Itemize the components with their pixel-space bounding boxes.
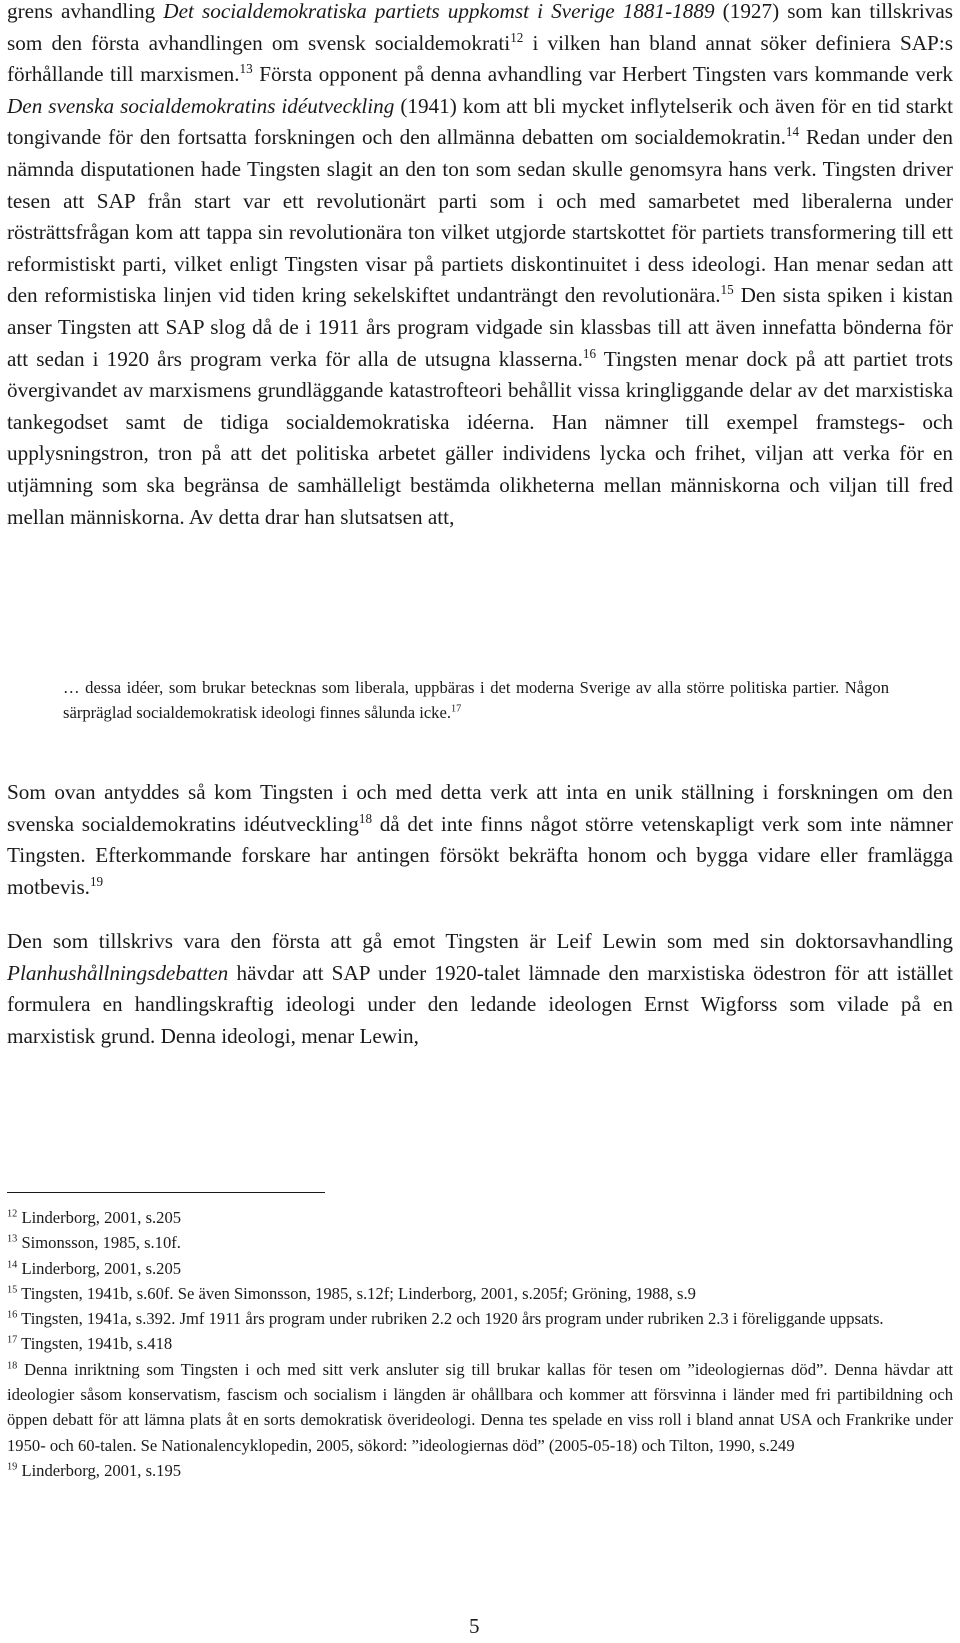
text-run: Som ovan antyddes så kom Tingsten i och med detta verk att inta en unik ställning i forskningen om den svenska socialdemokratins idéutveckling (7, 780, 953, 836)
footnote-ref: 12 (510, 29, 524, 45)
text-run: Tingsten menar dock på att partiet trots övergivandet av marxismens grundläggande katastrofteori behållit vissa kringliggande delar av det marxistiska tankegodset samt de tidiga socialdemokratiska idéerna. Han nämner till exempel framstegs- och upplysningstron, tron på att det politiska arbetet gäller individens lycka och frihet, viljan att verka för en utjämning som ska begränsa de samhälleligt bestämda olikheterna mellan människorna och viljan till fred mellan människorna. Av detta drar han slutsatsen att, (7, 346, 953, 529)
text-run: grens avhandling (7, 0, 164, 23)
footnote-number: 12 (7, 1208, 18, 1220)
body-paragraph-3 (7, 926, 953, 1052)
footnote-number: 18 (7, 1360, 18, 1372)
footnote (7, 1256, 953, 1281)
footnote-number: 13 (7, 1233, 18, 1245)
text-run: då det inte finns något större vetenskapligt verk som inte nämner Tingsten. Efterkommande forskare har antingen försökt bekräfta honom och bygga vidare eller framlägga motbevis. (7, 811, 953, 899)
footnote-number: 14 (7, 1259, 18, 1271)
text-run: hävdar att SAP under 1920-talet lämnade den marxistiska ödestron för att istället formulera en handlingskraftig ideologi under den ledande ideologen Ernst Wigforss som vilade på en marxistisk grund. Denna ideologi, menar Lewin, (7, 960, 953, 1048)
text-run: Första opponent på denna avhandling var Herbert Tingsten vars kommande verk (252, 62, 953, 87)
document-page (7, 0, 953, 1643)
footnote (7, 1458, 953, 1483)
footnote-ref: 14 (785, 124, 800, 140)
footnote-text: Simonsson, 1985, s.10f. (21, 1233, 181, 1253)
footnote (7, 1357, 953, 1458)
footnote-text: Tingsten, 1941a, s.392. Jmf 1911 års program under rubriken 2.2 och 1920 års program under rubriken 2.3 i föreliggande uppsats. (21, 1309, 884, 1329)
book-title-italic: Planhushållningsdebatten (7, 960, 229, 985)
footnote (7, 1205, 953, 1230)
footnote-number: 16 (7, 1309, 18, 1321)
footnote (7, 1281, 953, 1306)
quote-text: … dessa idéer, som brukar betecknas som liberala, uppbäras i det moderna Sverige av alla större politiska partier. Någon särpräglad socialdemokratisk ideologi finnes sålunda icke. (63, 678, 889, 722)
book-title-italic: Den svenska socialdemokratins idéutveckling (7, 93, 395, 118)
footnote (7, 1331, 953, 1356)
block-quote (63, 675, 889, 725)
footnote (7, 1306, 953, 1331)
footnotes (7, 1205, 953, 1483)
book-title-italic: Det socialdemokratiska partiets uppkomst i Sverige 1881-1889 (163, 0, 715, 23)
footnote-text: Linderborg, 2001, s.195 (21, 1460, 182, 1480)
body-paragraph-2 (7, 777, 953, 903)
footnote-ref: 15 (720, 282, 734, 298)
footnote-ref: 13 (239, 61, 253, 77)
footnote-text: Tingsten, 1941b, s.60f. Se även Simonsson, 1985, s.12f; Linderborg, 2001, s.205f; Gröning, 1988, s.9 (21, 1283, 696, 1303)
footnote-number: 17 (7, 1335, 18, 1347)
footnote-ref: 16 (582, 345, 597, 361)
text-run: (1941) kom att bli mycket inflytelserik och även för en tid starkt tongivande för den fortsatta forskningen och den allmänna debatten om socialdemokratin. (7, 93, 953, 150)
text-run: Den sista spiken i kistan anser Tingsten att SAP slog då de i 1911 års program vidgade sin klassbas till att även innefatta bönderna för att sedan i 1920 års program verka för alla de utsugna klasserna. (7, 283, 953, 371)
footnote-separator (7, 1192, 325, 1193)
footnote-number: 15 (7, 1284, 18, 1296)
footnote-text: Tingsten, 1941b, s.418 (21, 1334, 173, 1354)
text-run: (1927) som kan tillskrivas som den första avhandlingen om svensk socialdemokrati (7, 0, 953, 55)
footnote-text: Linderborg, 2001, s.205 (21, 1258, 182, 1278)
footnote (7, 1230, 953, 1255)
footnote-number: 19 (7, 1461, 18, 1473)
footnote-text: Linderborg, 2001, s.205 (21, 1208, 182, 1227)
footnote-ref: 17 (451, 703, 462, 715)
footnote-ref: 19 (89, 873, 104, 889)
page-number: 5 (469, 1614, 480, 1638)
text-run: i vilken han bland annat söker definiera SAP:s förhållande till marxismen. (7, 30, 953, 87)
footnote-text: Denna inriktning som Tingsten i och med sitt verk ansluter sig till brukar kallas för tesen om ”ideologiernas död”. Denna hävdar att ideologier såsom konservatism, fascism och socialism i längden är ohållbara och kommer att försvinna i länder med fri partibildning och öppen debatt för att lämna plats åt en sorts demokratisk överideologi. Denna tes spelade en viss roll i bland annat USA och Frankrike under 1950- och 60-talen. Se Nationalencyklopedin, 2005, sökord: ”ideologiernas död” (2005-05-18) och Tilton, 1990, s.249 (7, 1359, 953, 1455)
body-paragraph-1 (7, 0, 953, 533)
text-run: Redan under den nämnda disputationen hade Tingsten slagit an den ton som sedan skulle genomsyra hans verk. Tingsten driver tesen att SAP från start var ett revolutionärt parti som i och med samarbetet med liberalerna under rösträttsfrågan kom att tappa sin revolutionära ton vilket utgjorde startskottet för partiets transformering till ett reformistiskt parti, vilket enligt Tingsten visar på partiets diskontinuitet i dess ideologi. Han menar sedan att den reformistiska linjen vid tiden kring sekelskiftet undanträngt den revolutionära. (7, 125, 953, 308)
text-run: Den som tillskrivs vara den första att gå emot Tingsten är Leif Lewin som med sin doktorsavhandling (7, 929, 953, 953)
footnote-ref: 18 (358, 810, 373, 826)
